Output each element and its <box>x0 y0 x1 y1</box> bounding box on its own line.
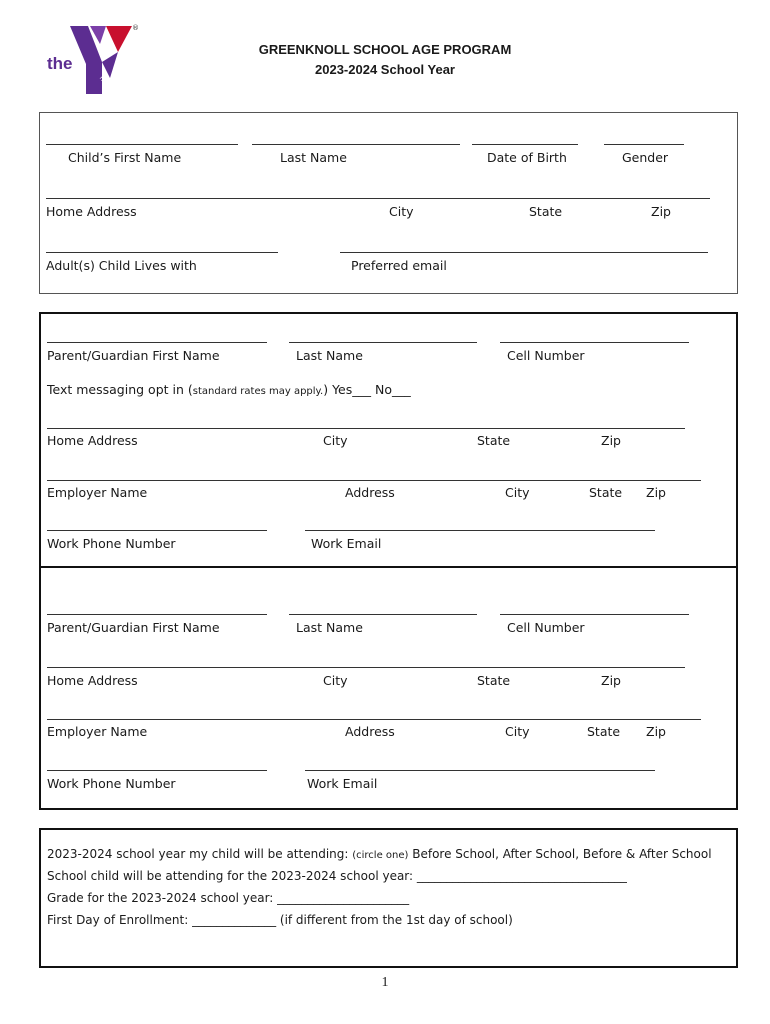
child-city-label: City <box>389 204 414 219</box>
g2-emp-city-label: City <box>505 724 530 739</box>
school-year-title: 2023-2024 School Year <box>315 62 455 77</box>
g2-work-phone-line[interactable] <box>47 770 267 771</box>
g1-cell-line[interactable] <box>500 342 689 343</box>
child-dob-label: Date of Birth <box>487 150 567 165</box>
child-first-name-line[interactable] <box>46 144 238 145</box>
attendance-line-1 <box>47 847 712 861</box>
child-dob-line[interactable] <box>472 144 578 145</box>
child-gender-line[interactable] <box>604 144 684 145</box>
child-first-name-label: Child’s First Name <box>68 150 182 165</box>
lives-with-line[interactable] <box>46 252 278 253</box>
g2-first-name-label: Parent/Guardian First Name <box>47 620 220 635</box>
attendance-circle-note: (circle one) <box>352 850 409 861</box>
g2-city-label: City <box>323 673 348 688</box>
g1-last-name-line[interactable] <box>289 342 477 343</box>
g2-last-name-line[interactable] <box>289 614 477 615</box>
g1-employer-label: Employer Name <box>47 485 148 500</box>
child-home-address-label: Home Address <box>46 204 137 219</box>
logo-registered-mark: ® <box>132 24 139 32</box>
g1-first-name-label: Parent/Guardian First Name <box>47 348 220 363</box>
lives-with-label: Adult(s) Child Lives with <box>46 258 197 273</box>
g1-emp-state-label: State <box>589 485 623 500</box>
g1-employer-line[interactable] <box>47 480 701 481</box>
g2-home-address-label: Home Address <box>47 673 138 688</box>
g2-zip-label: Zip <box>601 673 621 688</box>
g1-home-address-label: Home Address <box>47 433 138 448</box>
g1-address-line[interactable] <box>47 428 685 429</box>
attendance-first-day-line[interactable]: First Day of Enrollment: ______________ (if different from the 1st day of school) <box>47 913 513 927</box>
g2-work-email-line[interactable] <box>305 770 655 771</box>
g2-state-label: State <box>477 673 511 688</box>
ymca-logo <box>44 22 144 98</box>
g1-texting-suffix: ) Yes___ No___ <box>323 382 411 397</box>
child-last-name-line[interactable] <box>252 144 460 145</box>
g2-cell-label: Cell Number <box>507 620 585 635</box>
g1-emp-address-label: Address <box>345 485 395 500</box>
child-gender-label: Gender <box>622 150 669 165</box>
g1-work-phone-line[interactable] <box>47 530 267 531</box>
g1-texting-prefix: Text messaging opt in ( <box>47 382 193 397</box>
guardian2-section <box>39 566 738 810</box>
g2-work-email-label: Work Email <box>307 776 378 791</box>
g1-cell-label: Cell Number <box>507 348 585 363</box>
program-title: GREENKNOLL SCHOOL AGE PROGRAM <box>258 42 512 57</box>
attendance-grade-line[interactable]: Grade for the 2023-2024 school year: ______________________ <box>47 891 410 905</box>
g1-emp-city-label: City <box>505 485 530 500</box>
g2-emp-address-label: Address <box>345 724 395 739</box>
child-last-name-label: Last Name <box>280 150 347 165</box>
logo-brand: YMCA <box>97 74 112 93</box>
g1-emp-zip-label: Zip <box>646 485 666 500</box>
g2-first-name-line[interactable] <box>47 614 267 615</box>
g1-first-name-line[interactable] <box>47 342 267 343</box>
g2-emp-zip-label: Zip <box>646 724 666 739</box>
g1-work-email-line[interactable] <box>305 530 655 531</box>
g1-work-email-label: Work Email <box>311 536 382 551</box>
g1-work-phone-label: Work Phone Number <box>47 536 176 551</box>
g1-city-label: City <box>323 433 348 448</box>
g1-state-label: State <box>477 433 511 448</box>
page-number: 1 <box>381 975 389 990</box>
g1-last-name-label: Last Name <box>296 348 363 363</box>
g2-last-name-label: Last Name <box>296 620 363 635</box>
g1-texting-optin <box>47 382 411 397</box>
child-address-line[interactable] <box>46 198 710 199</box>
child-state-label: State <box>529 204 563 219</box>
attendance-options: Before School, After School, Before & After School <box>408 847 712 861</box>
logo-word: the <box>47 54 73 73</box>
g1-zip-label: Zip <box>601 433 621 448</box>
attendance-prefix: 2023-2024 school year my child will be attending: <box>47 847 353 861</box>
preferred-email-label: Preferred email <box>351 258 447 273</box>
g2-employer-line[interactable] <box>47 719 701 720</box>
g2-cell-line[interactable] <box>500 614 689 615</box>
g2-employer-label: Employer Name <box>47 724 148 739</box>
child-zip-label: Zip <box>651 204 671 219</box>
g2-address-line[interactable] <box>47 667 685 668</box>
attendance-school-line[interactable]: School child will be attending for the 2023-2024 school year: ___________________________________ <box>47 869 627 883</box>
g1-texting-note: standard rates may apply. <box>192 386 324 397</box>
preferred-email-line[interactable] <box>340 252 708 253</box>
g2-emp-state-label: State <box>587 724 621 739</box>
g2-work-phone-label: Work Phone Number <box>47 776 176 791</box>
